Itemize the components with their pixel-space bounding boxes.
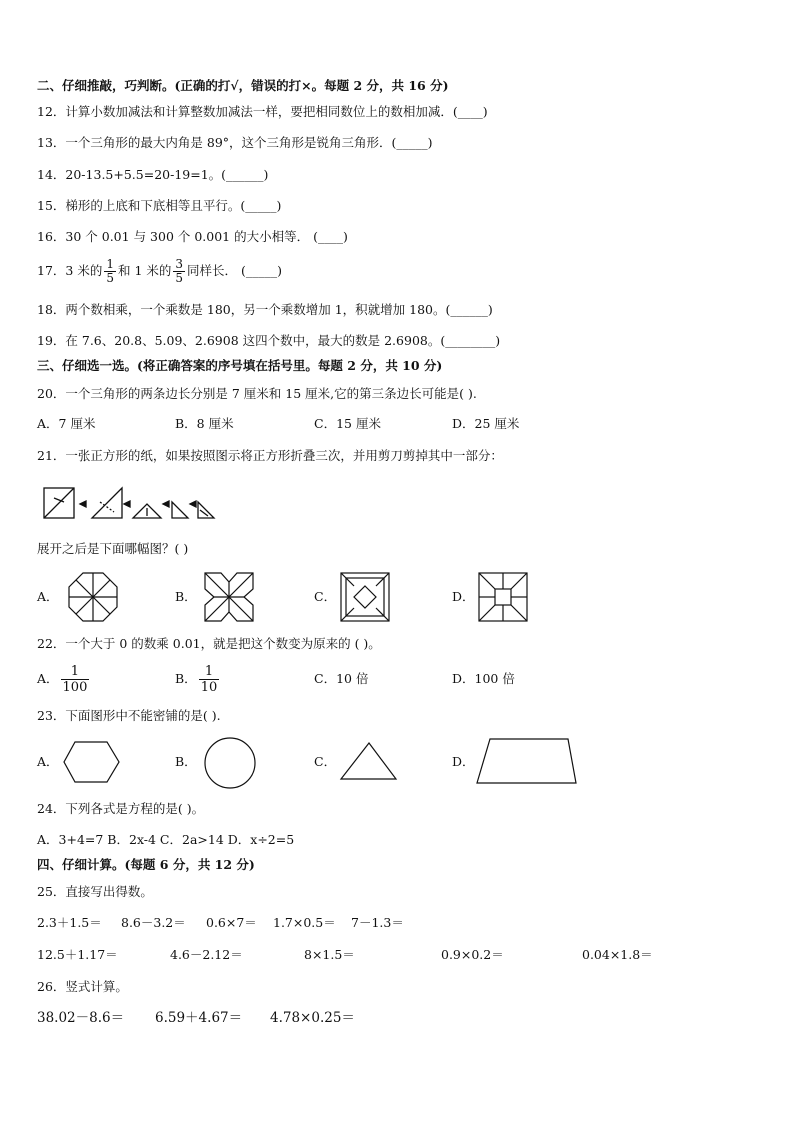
q25-row1-item-4: 1.7×0.5＝ — [273, 915, 336, 930]
q23-figure-hexagon — [63, 741, 121, 783]
question-16: 16．30 个 0.01 与 300 个 0.001 的大小相等． (____) — [37, 229, 348, 244]
q20-option-a: A．7 厘米 — [37, 416, 96, 431]
q21-figure-d-square-grid — [478, 572, 528, 622]
q21-option-a-label: A． — [37, 589, 59, 604]
q17-middle: 和 1 米的 — [117, 263, 172, 278]
arrow-icon — [163, 501, 169, 507]
q23-option-b-label: B． — [175, 754, 197, 769]
q26-item-2: 6.59＋4.67＝ — [155, 1010, 243, 1026]
q20-option-d: D．25 厘米 — [452, 416, 520, 431]
question-17 — [37, 256, 282, 286]
q25-row2-item-1: 12.5＋1.17＝ — [37, 947, 118, 962]
folding-sequence-figure — [40, 482, 220, 522]
q24-options: A．3+4=7 B．2x-4 C．2a>14 D．x÷2=5 — [37, 832, 295, 847]
q17-fraction-1: $\frac{1}{5}$ — [106, 257, 114, 285]
q25-row1-item-3: 0.6×7＝ — [206, 915, 257, 930]
q25-row2-item-4: 0.9×0.2＝ — [441, 947, 504, 962]
q25-row2-item-3: 8×1.5＝ — [304, 947, 355, 962]
section-3-title: 三、仔细选一选。(将正确答案的序号填在括号里。每题 2 分，共 10 分) — [37, 358, 443, 373]
q23-option-a-label: A． — [37, 754, 59, 769]
question-21: 21．一张正方形的纸，如果按照图示将正方形折叠三次，并用剪刀剪掉其中一部分： — [37, 448, 503, 463]
question-21-follow-up: 展开之后是下面哪幅图？( ) — [37, 541, 189, 556]
q25-row1-item-2: 8.6－3.2＝ — [121, 915, 186, 930]
question-23: 23．下面图形中不能密铺的是( ). — [37, 708, 221, 723]
q21-figure-b-star — [204, 572, 254, 622]
q23-option-d-label: D． — [452, 754, 475, 769]
q25-row2-item-2: 4.6－2.12＝ — [170, 947, 243, 962]
section-2-title: 二、仔细推敲，巧判断。(正确的打√，错误的打×。每题 2 分，共 16 分) — [37, 78, 449, 93]
q20-option-c: C．15 厘米 — [314, 416, 381, 431]
q17-suffix: 同样长． (_____) — [187, 263, 283, 278]
fold-step-triangle — [92, 488, 122, 518]
question-14: 14．20-13.5+5.5=20-19=1。(______) — [37, 167, 269, 182]
q22-option-a: A． $\frac{1}{100}$ — [37, 664, 88, 695]
question-25: 25．直接写出得数。 — [37, 884, 153, 899]
q22-option-d: D．100 倍 — [452, 671, 515, 686]
q17-fraction-2: $\frac{3}{5}$ — [175, 257, 184, 285]
q26-item-3: 4.78×0.25＝ — [270, 1010, 355, 1026]
q26-item-1: 38.02－8.6＝ — [37, 1010, 125, 1026]
q17-prefix: 17．3 米的 — [37, 263, 103, 278]
arrow-icon — [190, 501, 196, 507]
arrow-icon — [80, 501, 86, 507]
q21-option-b-label: B． — [175, 589, 197, 604]
q21-option-d-label: D． — [452, 589, 475, 604]
q23-figure-trapezoid — [476, 738, 578, 784]
arrow-icon — [124, 501, 130, 507]
q25-row2-item-5: 0.04×1.8＝ — [582, 947, 653, 962]
q25-row1-item-5: 7－1.3＝ — [351, 915, 404, 930]
q21-figure-c-square-diamond — [340, 572, 390, 622]
question-26: 26．竖式计算。 — [37, 979, 128, 994]
question-13: 13．一个三角形的最大内角是 89°，这个三角形是锐角三角形．(_____) — [37, 135, 433, 150]
fold-step-quarter — [172, 502, 188, 518]
q21-option-c-label: C． — [314, 589, 337, 604]
question-20: 20．一个三角形的两条边长分别是 7 厘米和 15 厘米,它的第三条边长可能是( ). — [37, 386, 477, 401]
q22-option-c: C．10 倍 — [314, 671, 369, 686]
q22-option-b: B． $\frac{1}{10}$ — [175, 664, 218, 695]
q23-figure-triangle — [340, 742, 398, 780]
q25-row1-item-1: 2.3＋1.5＝ — [37, 915, 102, 930]
section-4-title: 四、仔细计算。(每题 6 分，共 12 分) — [37, 857, 255, 872]
question-24: 24．下列各式是方程的是( )。 — [37, 801, 205, 816]
q23-option-c-label: C． — [314, 754, 337, 769]
q23-figure-circle — [204, 737, 256, 789]
question-12: 12．计算小数加减法和计算整数加减法一样，要把相同数位上的数相加减．(____) — [37, 104, 488, 119]
q20-option-b: B．8 厘米 — [175, 416, 234, 431]
question-18: 18．两个数相乘，一个乘数是 180，另一个乘数增加 1，积就增加 180。(______) — [37, 302, 493, 317]
question-19: 19．在 7.6、20.8、5.09、2.6908 这四个数中，最大的数是 2.6908。(________) — [37, 333, 501, 348]
question-15: 15．梯形的上底和下底相等且平行。(_____) — [37, 198, 282, 213]
q21-figure-a-octagon — [68, 572, 118, 622]
question-22: 22．一个大于 0 的数乘 0.01，就是把这个数变为原来的 ( )。 — [37, 636, 381, 651]
